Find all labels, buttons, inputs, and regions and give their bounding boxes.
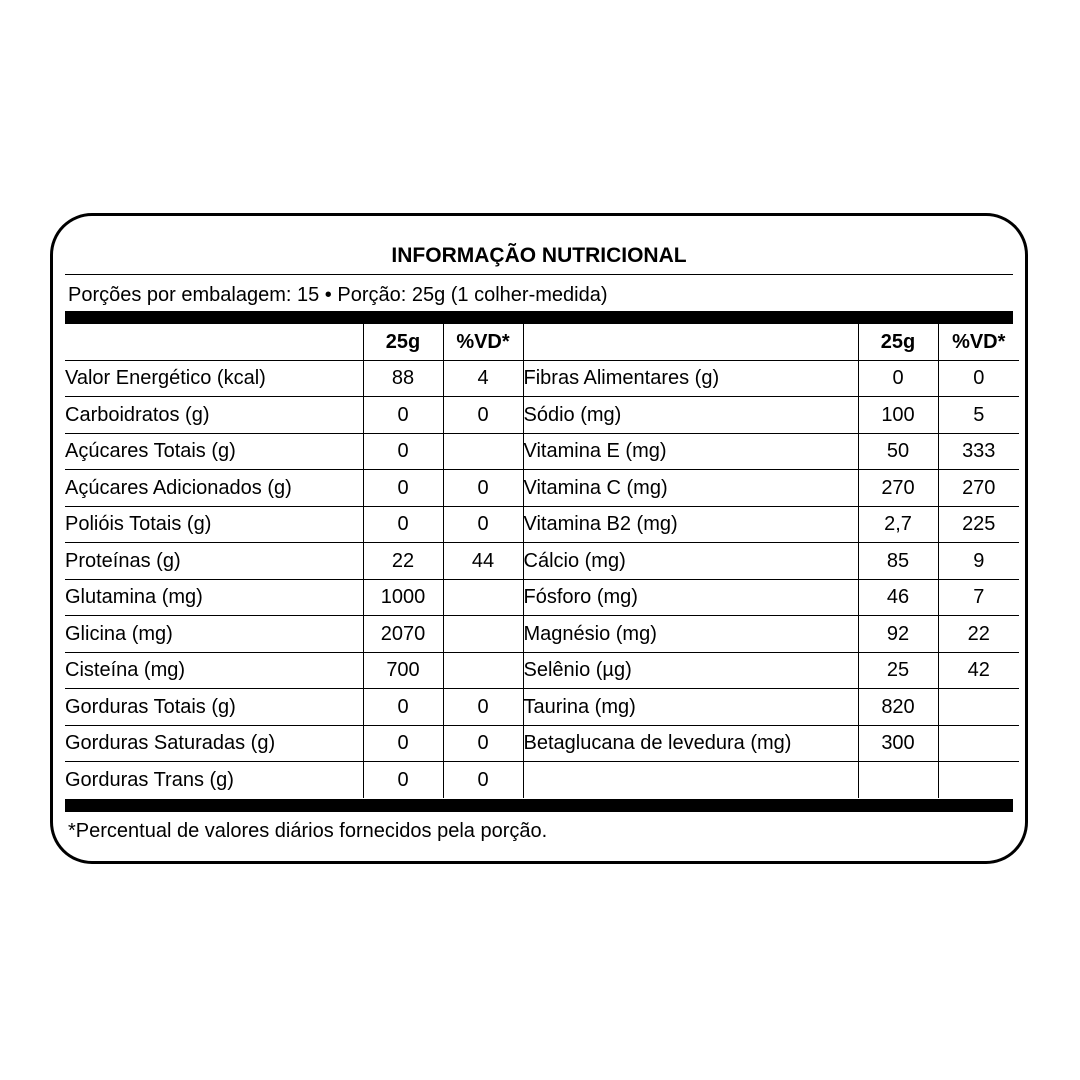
nutrient-name-left: Açúcares Adicionados (g) [65,470,363,507]
vd-left [443,616,523,653]
table-header-row [65,324,1019,360]
amount-left: 700 [363,652,443,689]
vd-left: 4 [443,360,523,397]
vd-left: 0 [443,397,523,434]
vd-left [443,652,523,689]
portions-info: Porções por embalagem: 15 • Porção: 25g (1 colher-medida) [68,284,608,306]
vd-left: 0 [443,689,523,726]
vd-left [443,579,523,616]
amount-left: 22 [363,543,443,580]
table-row [65,616,1019,653]
amount-left: 0 [363,506,443,543]
table-row [65,506,1019,543]
vd-right: 42 [938,652,1019,689]
title-divider [65,274,1013,275]
header-right-vd: %VD* [938,324,1019,360]
vd-right: 0 [938,360,1019,397]
amount-right: 92 [858,616,938,653]
nutrient-name-left: Carboidratos (g) [65,397,363,434]
vd-right: 333 [938,433,1019,470]
nutrient-name-left: Gorduras Saturadas (g) [65,725,363,762]
vd-right: 7 [938,579,1019,616]
vd-right [938,762,1019,798]
amount-left: 0 [363,470,443,507]
header-blank-left [65,324,363,360]
amount-right: 85 [858,543,938,580]
amount-right: 300 [858,725,938,762]
nutrient-name-right: Vitamina B2 (mg) [523,506,858,543]
header-blank-right [523,324,858,360]
amount-right [858,762,938,798]
amount-left: 0 [363,689,443,726]
vd-left: 44 [443,543,523,580]
nutrient-name-right: Vitamina C (mg) [523,470,858,507]
table-row [65,725,1019,762]
amount-right: 46 [858,579,938,616]
amount-right: 820 [858,689,938,726]
vd-right [938,689,1019,726]
nutrient-name-left: Gorduras Totais (g) [65,689,363,726]
vd-right: 9 [938,543,1019,580]
table-row [65,470,1019,507]
header-left-vd: %VD* [443,324,523,360]
nutrition-label [50,213,1028,864]
header-left-amount: 25g [363,324,443,360]
amount-right: 50 [858,433,938,470]
nutrient-name-right: Taurina (mg) [523,689,858,726]
nutrient-name-right: Selênio (µg) [523,652,858,689]
nutrient-name-left: Cisteína (mg) [65,652,363,689]
nutrient-name-right: Sódio (mg) [523,397,858,434]
amount-right: 2,7 [858,506,938,543]
nutrient-name-left: Valor Energético (kcal) [65,360,363,397]
vd-right: 22 [938,616,1019,653]
vd-left: 0 [443,725,523,762]
vd-left: 0 [443,506,523,543]
vd-right: 225 [938,506,1019,543]
table-row [65,543,1019,580]
amount-left: 1000 [363,579,443,616]
nutrient-name-left: Glicina (mg) [65,616,363,653]
footnote: *Percentual de valores diários fornecidos pela porção. [68,820,548,842]
vd-right: 270 [938,470,1019,507]
vd-left: 0 [443,470,523,507]
vd-left: 0 [443,762,523,798]
nutrient-name-left: Glutamina (mg) [65,579,363,616]
amount-right: 25 [858,652,938,689]
table-row [65,762,1019,798]
vd-right: 5 [938,397,1019,434]
amount-right: 0 [858,360,938,397]
vd-right [938,725,1019,762]
nutrient-name-left: Açúcares Totais (g) [65,433,363,470]
table-row [65,360,1019,397]
amount-left: 2070 [363,616,443,653]
nutrient-name-right: Betaglucana de levedura (mg) [523,725,858,762]
nutrient-name-right: Fibras Alimentares (g) [523,360,858,397]
header-right-amount: 25g [858,324,938,360]
nutrient-name-right: Magnésio (mg) [523,616,858,653]
nutrient-name-right [523,762,858,798]
nutrient-name-left: Proteínas (g) [65,543,363,580]
nutrient-name-right: Fósforo (mg) [523,579,858,616]
amount-left: 88 [363,360,443,397]
amount-left: 0 [363,725,443,762]
amount-right: 270 [858,470,938,507]
amount-left: 0 [363,433,443,470]
table-row [65,652,1019,689]
table-row [65,397,1019,434]
amount-right: 100 [858,397,938,434]
nutrient-name-left: Polióis Totais (g) [65,506,363,543]
table-row [65,433,1019,470]
label-title: INFORMAÇÃO NUTRICIONAL [391,244,687,267]
table-row [65,689,1019,726]
nutrient-name-right: Vitamina E (mg) [523,433,858,470]
nutrient-name-left: Gorduras Trans (g) [65,768,234,791]
table-row [65,579,1019,616]
nutrient-name-right: Cálcio (mg) [523,543,858,580]
amount-left: 0 [363,762,443,798]
amount-left: 0 [363,397,443,434]
nutrition-table [65,324,1019,798]
vd-left [443,433,523,470]
bottom-thick-bar [65,799,1013,812]
top-thick-bar [65,311,1013,324]
